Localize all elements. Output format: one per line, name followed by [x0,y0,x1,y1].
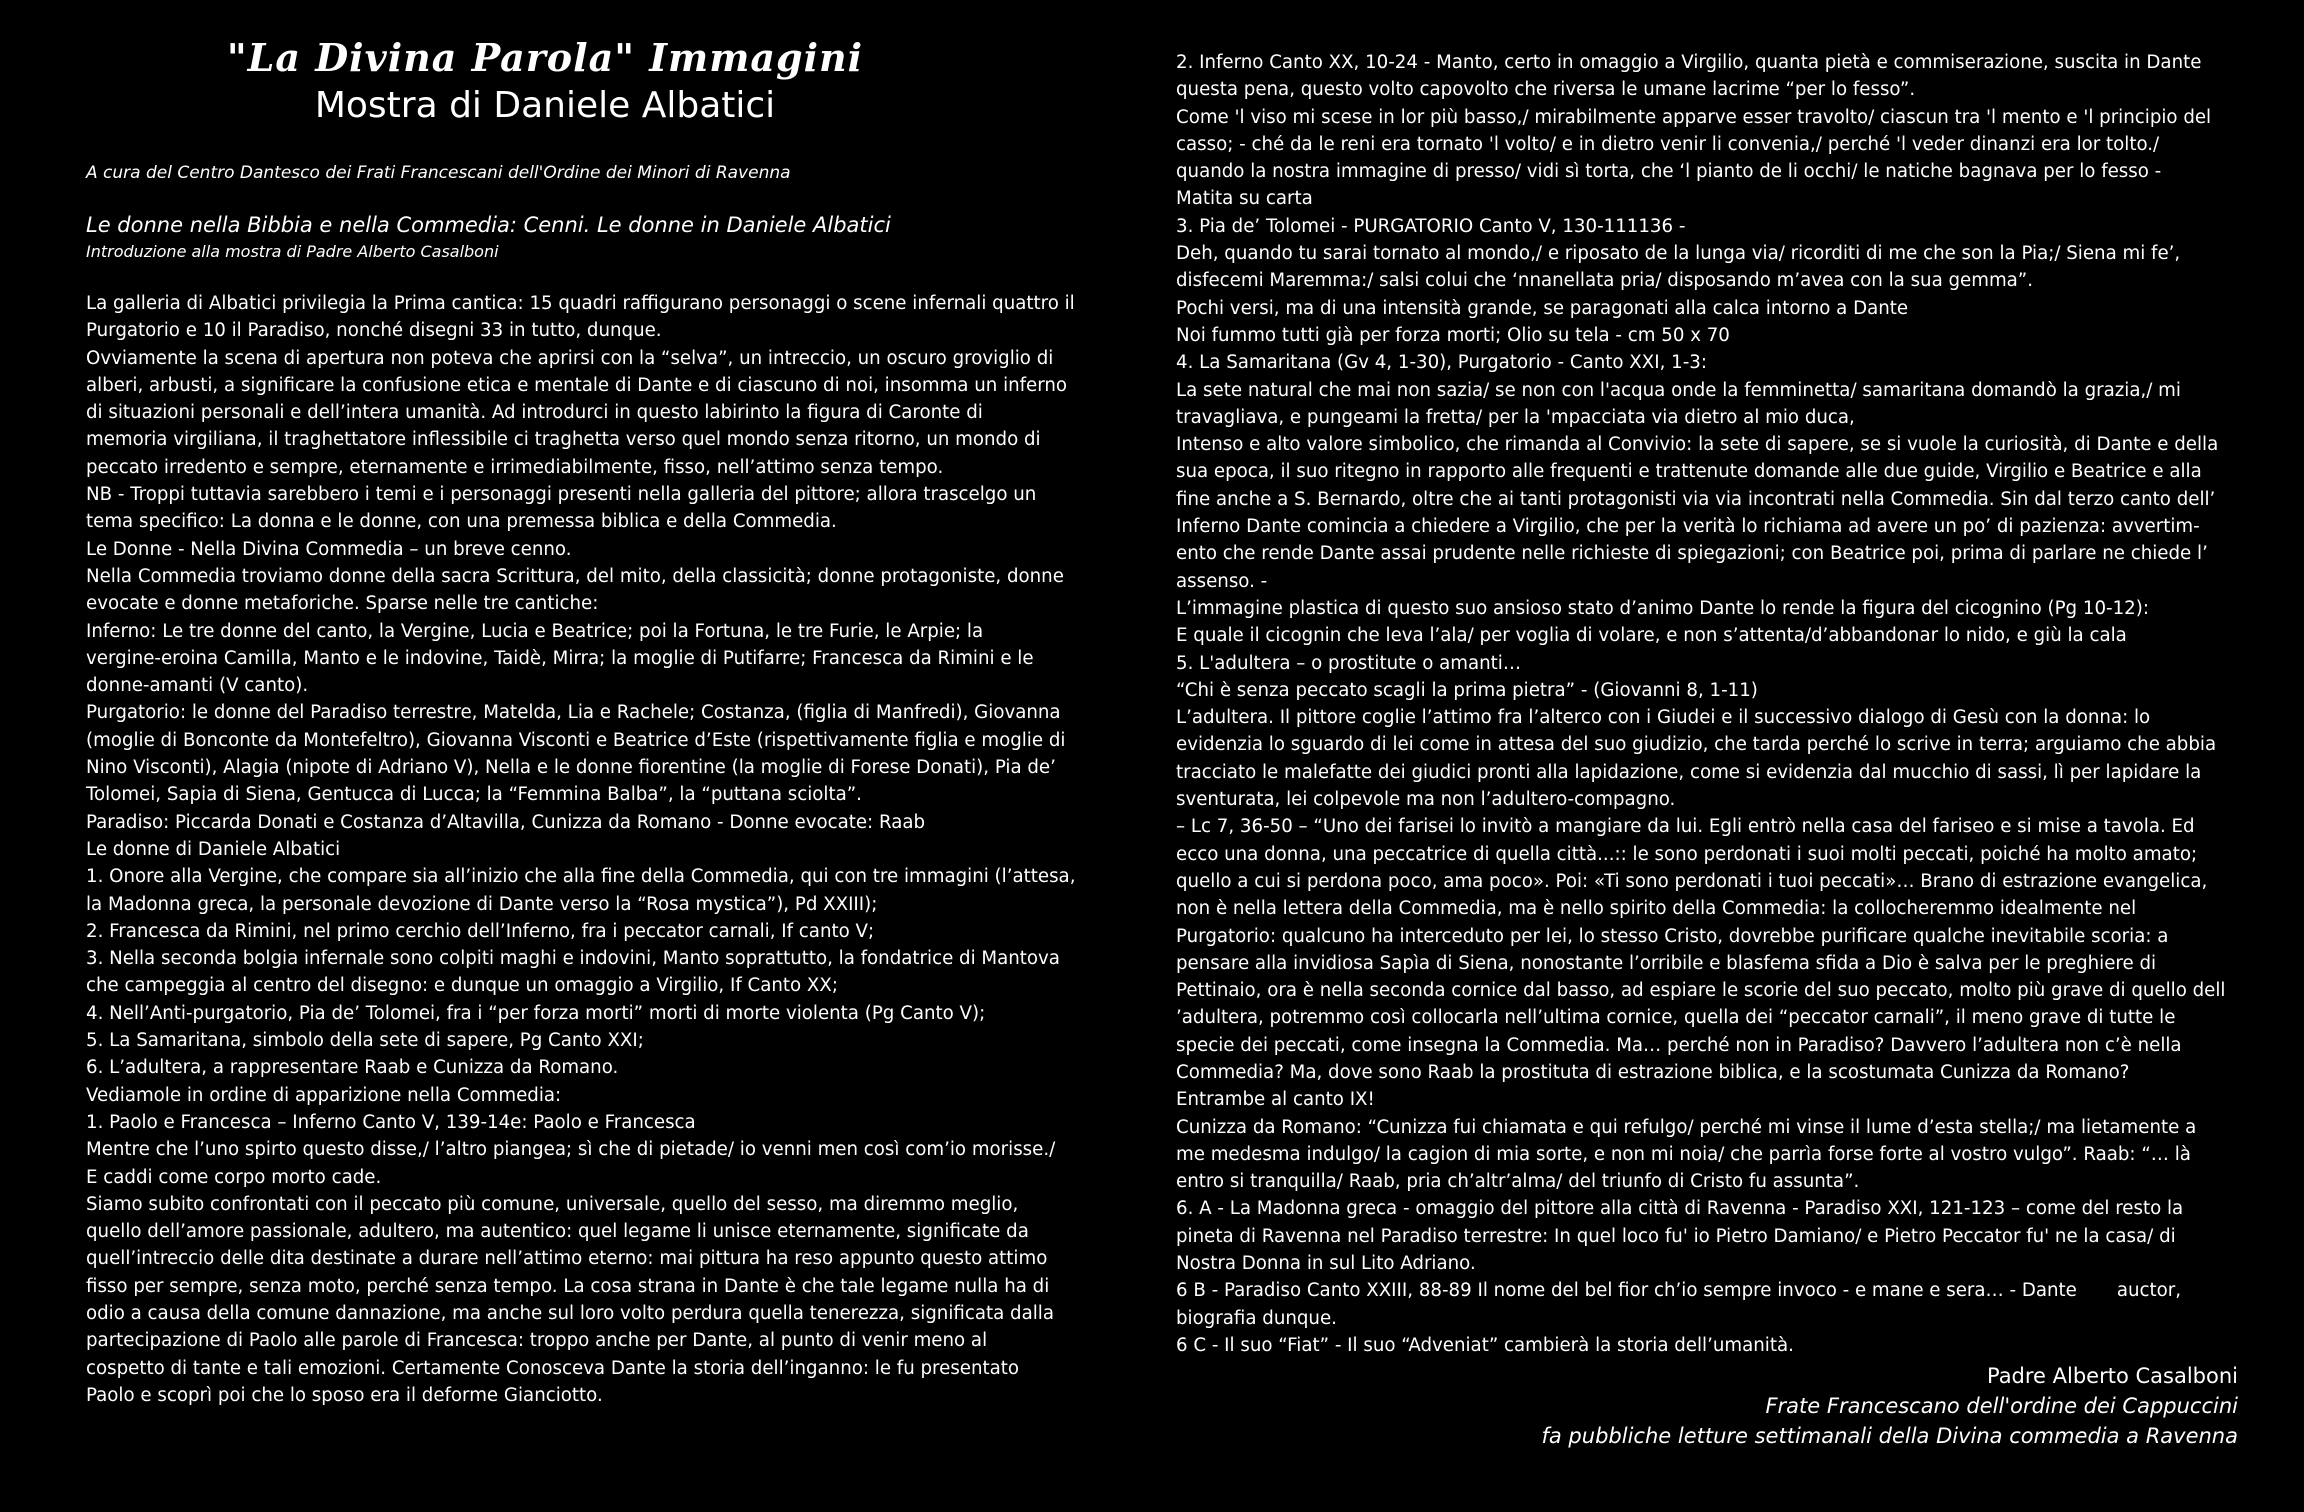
text-line: alberi, arbusti, a significare la confusione etica e mentale di Dante e di ciascuno di noi, insomma un inferno [86,374,1068,396]
text-line: Deh, quando tu sarai tornato al mondo,/ e riposato de la lunga via/ ricorditi di me che son la Pia;/ Siena mi fe’, [1176,243,2181,265]
text-line: 5. La Samaritana, simbolo della sete di sapere, Pg Canto XXI; [86,1030,644,1052]
text-line: evidenzia lo sguardo di lei come in attesa del suo giudizio, che tarda perché lo scrive in terra; arguiamo che abbia [1176,734,2217,756]
text-line: fine anche a S. Bernardo, oltre che ai tanti protagonisti via via incontrati nella Commedia. Sin dal terzo canto dell’ [1176,488,2216,510]
text-line: 4. Nell’Anti-purgatorio, Pia de’ Tolomei, fra i “per forza morti” morti di morte violenta (Pg Canto V); [86,1002,986,1024]
text-line: Le donne di Daniele Albatici [86,838,341,860]
text-line: – Lc 7, 36-50 – “Uno dei farisei lo invitò a mangiare da lui. Egli entrò nella casa del fariseo e si mise a tavola. Ed [1176,816,2195,838]
text-line: Noi fummo tutti già per forza morti; Olio su tela - cm 50 x 70 [1176,324,1730,346]
text-line: sventurata, lei colpevole ma non l’adultero-compagno. [1176,789,1676,811]
text-line: Come 'l viso mi scese in lor più basso,/ mirabilmente apparve esser travolto/ ciascun tra 'l mento e 'l principio del [1176,106,2212,128]
text-line: memoria virgiliana, il traghettatore inflessibile ci traghetta verso quel mondo senza ritorno, un mondo di [86,429,1041,451]
text-line: la Madonna greca, la personale devozione di Dante verso la “Rosa mystica”), Pd XXIII); [86,893,878,915]
text-line: pensare alla invidiosa Sapìa di Siena, nonostante l’orribile e blasfema sfida a Dio è salva per le preghiere di [1176,952,2157,974]
exhibition-subtitle: Mostra di Daniele Albatici [314,85,776,126]
text-line: 4. La Samaritana (Gv 4, 1-30), Purgatorio - Canto XXI, 1-3: [1176,352,1707,374]
text-line: NB - Troppi tuttavia sarebbero i temi e i personaggi presenti nella galleria del pittore; allora trascelgo un [86,484,1037,506]
text-line: La galleria di Albatici privilegia la Prima cantica: 15 quadri raffigurano personaggi o scene infernali quattro il [86,293,1075,314]
text-line: quando la nostra immagine di presso/ vidi sì torta, che ‘l pianto de li occhi/ le natiche bagnava per lo fesso - [1176,161,2162,183]
text-line: L’adultera. Il pittore coglie l’attimo fra l’alterco con i Giudei e il successivo dialogo di Gesù con la donna: lo [1176,707,2151,729]
text-line: Entrambe al canto IX! [1176,1089,1375,1111]
text-line: Intenso e alto valore simbolico, che rimanda al Convivio: la sete di sapere, se si vuole la curiosità, di Dante e della [1176,434,2219,456]
text-line: 6. L’adultera, a rappresentare Raab e Cunizza da Romano. [86,1057,619,1079]
text-line: Commedia? Ma, dove sono Raab la prostituta di estrazione biblica, e la scostumata Cunizza da Romano? [1176,1061,2130,1083]
text-line: E caddi come corpo morto cade. [86,1166,382,1188]
text-line: 6 B - Paradiso Canto XXIII, 88-89 Il nome del bel fior ch’io sempre invoco - e mane e sera… - Dante auctor, [1176,1280,2182,1302]
text-line: Cunizza da Romano: “Cunizza fui chiamata e qui refulgo/ perché mi vinse il lume d’esta stella;/ ma lietamente a [1176,1116,2197,1138]
signature-role-2: fa pubbliche letture settimanali della Divina commedia a Ravenna [1541,1424,2238,1448]
text-line: 1. Onore alla Vergine, che compare sia all’inizio che alla fine della Commedia, qui con tre immagini (l’attesa, [86,866,1076,888]
text-line: quello a cui si perdona poco, ama poco». Poi: «Ti sono perdonati i tuoi peccati»… Brano di estrazione evangelica, [1176,870,2208,892]
text-line: ento che rende Dante assai prudente nelle richieste di spiegazioni; con Beatrice poi, prima di parlare ne chiede l’ [1176,543,2208,565]
right-column [1176,0,2238,1448]
text-line: che campeggia al centro del disegno: e dunque un omaggio a Virgilio, If Canto XX; [86,975,838,997]
text-line: Inferno Dante comincia a chiedere a Virgilio, che per la verità lo richiama ad avere un po’ di pazienza: avvertim- [1176,516,2200,538]
signature-role-1: Frate Francescano dell'ordine dei Cappuccini [1765,1394,2238,1418]
exhibition-title: "La Divina Parola" Immagini [226,35,864,80]
text-line: (moglie di Bonconte da Montefeltro), Giovanna Visconti e Beatrice d’Este (rispettivamente figlia e moglie di [86,729,1066,751]
text-line: ecco una donna, una peccatrice di quella città...:: le sono perdonati i suoi molti peccati, poiché ha molto amato; [1176,843,2198,865]
text-line: Matita su carta [1176,188,1313,210]
text-line: Pochi versi, ma di una intensità grande, se paragonati alla calca intorno a Dante [1176,297,1909,319]
text-line: Nino Visconti), Alagia (nipote di Adriano V), Nella e le donne fiorentine (la moglie di Forese Donati), Pia de’ [86,757,1056,779]
text-line: biografia dunque. [1176,1307,1337,1329]
signature-block [1542,1361,2239,1451]
text-line: non è nella lettera della Commedia, ma è nello spirito della Commedia: la collocheremmo idealmente nel [1176,898,2137,920]
text-line: evocate e donne metaforiche. Sparse nelle tre cantiche: [86,593,599,615]
right-body-text [1176,49,2238,1359]
intro-line: Introduzione alla mostra di Padre Alberto Casalboni [86,242,499,261]
text-line: Vediamole in ordine di apparizione nella Commedia: [86,1084,562,1106]
text-line: Nella Commedia troviamo donne della sacra Scrittura, del mito, della classicità; donne protagoniste, donne [86,565,1064,587]
text-line: fisso per sempre, senza moto, perché senza tempo. La cosa strana in Dante è che tale legame nulla ha di [86,1275,1050,1297]
text-line: 1. Paolo e Francesca – Inferno Canto V, 139-14e: Paolo e Francesca [86,1111,696,1133]
text-line: Purgatorio e 10 il Paradiso, nonché disegni 33 in tutto, dunque. [86,320,662,342]
text-line: tracciato le malefatte dei giudici pronti alla lapidazione, come si evidenzia dal mucchio di sassi, lì per lapidare la [1176,761,2202,783]
text-line: donne-amanti (V canto). [86,675,309,697]
text-line: Siamo subito confrontati con il peccato più comune, universale, quello del sesso, ma diremmo meglio, [86,1193,1019,1215]
text-line: 3. Nella seconda bolgia infernale sono colpiti maghi e indovini, Manto soprattutto, la fondatrice di Mantova [86,948,1060,970]
text-line: me medesma indulgo/ la cagion di mia sorte, e non mi noia/ che parrìa forse forte al vostro vulgo”. Raab: “… là [1176,1143,2191,1165]
text-line: Pettinaio, ora è nella seconda cornice dal basso, ad espiare le scorie del suo peccato, molto più grave di quello dell [1176,980,2226,1002]
text-line: La sete natural che mai non sazia/ se non con l'acqua onde la femminetta/ samaritana domandò la grazia,/ mi [1176,379,2181,401]
signature-name: Padre Alberto Casalboni [1986,1364,2238,1388]
text-line: assenso. - [1176,570,1268,592]
text-line: Nostra Donna in sul Lito Adriano. [1176,1253,1476,1275]
text-line: Purgatorio: qualcuno ha interceduto per lei, lo stesso Cristo, dovrebbe purificare qualche inevitabile scoria: a [1176,925,2169,947]
text-line: 2. Francesca da Rimini, nel primo cerchio dell’Inferno, fra i peccator carnali, If canto V; [86,920,875,942]
text-line: specie dei peccati, come insegna la Commedia. Ma… perché non in Paradiso? Davvero l’adultera non c’è nella [1176,1034,2182,1056]
text-line: travagliava, e pungeami la fretta/ per la 'mpacciata via dietro al mio duca, [1176,406,1855,428]
title-block [86,34,1004,130]
text-line: 5. L'adultera – o prostitute o amanti… [1176,652,1522,674]
text-line: Tolomei, Sapia di Siena, Gentucca di Lucca; la “Femmina Balba”, la “puttana sciolta”. [86,784,862,806]
text-line: casso; - ché da le reni era tornato 'l volto/ e in dietro venir li convenia,/ perché 'l veder dinanzi era lor tolto./ [1176,133,2160,155]
section-title: Le donne nella Bibbia e nella Commedia: Cenni. Le donne in Daniele Albatici [86,213,891,237]
text-line: Paolo e scoprì poi che lo sposo era il deforme Gianciotto. [86,1384,603,1406]
text-line: quell’intreccio delle dita destinate a durare nell’attimo eterno: mai pittura ha reso appunto questo attimo [86,1248,1048,1270]
left-column [86,0,1086,1409]
text-line: partecipazione di Paolo alle parole di Francesca: troppo anche per Dante, al punto di venir meno al [86,1330,988,1352]
left-body-text [86,290,1086,1409]
line-tail: auctor, [2116,1280,2182,1302]
text-line: vergine-eroina Camilla, Manto e le indovine, Taidè, Mirra; la moglie di Putifarre; Francesca da Rimini e le [86,647,1034,669]
text-line: disfecemi Maremma:/ salsi colui che ‘nnanellata pria/ disposando m’avea con la sua gemma”. [1176,270,2034,292]
text-line: questa pena, questo volto capovolto che riversa le umane lacrime “per lo fesso”. [1176,79,1916,101]
text-line: Mentre che l’uno spirto questo disse,/ l’altro piangea; sì che di pietade/ io venni men così com’io morisse./ [86,1139,1056,1161]
text-line: tema specifico: La donna e le donne, con una premessa biblica e della Commedia. [86,511,837,533]
text-line: ’adultera, potremmo così collocarla nell’ultima cornice, quella dei “peccator carnali”, il meno grave di tutte le [1176,1007,2176,1029]
curator-line: A cura del Centro Dantesco dei Frati Francescani dell'Ordine dei Minori di Ravenna [86,163,791,183]
text-line: 6. A - La Madonna greca - omaggio del pittore alla città di Ravenna - Paradiso XXI, 121-123 – come del resto la [1176,1198,2184,1220]
text-line: Le Donne - Nella Divina Commedia – un breve cenno. [86,538,572,560]
text-line: Inferno: Le tre donne del canto, la Vergine, Lucia e Beatrice; poi la Fortuna, le tre Furie, le Arpie; la [86,620,984,642]
text-line: 3. Pia de’ Tolomei - PURGATORIO Canto V, 130-111136 - [1176,215,1686,237]
text-line: odio a causa della comune dannazione, ma anche sul loro volto perdura quella tenerezza, significata dalla [86,1302,1054,1324]
text-line: sua epoca, il suo ritegno in rapporto alle frequenti e trattenute domande alle due guide, Virgilio e Beatrice e alla [1176,461,2202,483]
text-line: E quale il cicognin che leva l’ala/ per voglia di volare, e non s’attenta/d’abbandonar lo nido, e giù la cala [1176,625,2127,647]
text-line: di situazioni personali e dell’intera umanità. Ad introdurci in questo labirinto la figura di Caronte di [86,402,983,424]
text-line: Paradiso: Piccarda Donati e Costanza d’Altavilla, Cunizza da Romano - Donne evocate: Raab [86,811,926,833]
text-line: peccato irredento e sempre, eternamente e irrimediabilmente, fisso, nell’attimo senza tempo. [86,456,944,478]
text-line: 2. Inferno Canto XX, 10-24 - Manto, certo in omaggio a Virgilio, quanta pietà e commiserazione, suscita in Dante [1176,52,2202,73]
text-line: quello dell’amore passionale, adultero, ma autentico: quel legame li unisce eternamente, significate da [86,1221,1029,1243]
text-line: Purgatorio: le donne del Paradiso terrestre, Matelda, Lia e Rachele; Costanza, (figlia di Manfredi), Giovanna [86,702,1061,724]
text-line: Ovviamente la scena di apertura non poteva che aprirsi con la “selva”, un intreccio, un oscuro groviglio di [86,347,1054,369]
text-line: 6 C - Il suo “Fiat” - Il suo “Adveniat” cambierà la storia dell’umanità. [1176,1334,1794,1356]
text-line: L’immagine plastica di questo suo ansioso stato d’animo Dante lo rende la figura del cicognino (Pg 10-12): [1176,597,2149,619]
text-line: “Chi è senza peccato scagli la prima pietra” - (Giovanni 8, 1-11) [1176,679,1758,701]
text-line: pineta di Ravenna nel Paradiso terrestre: In quel loco fu' io Pietro Damiano/ e Pietro Peccator fu' ne la casa/ di [1176,1225,2176,1247]
text-line: entro si tranquilla/ Raab, pria ch’altr’alma/ del triunfo di Cristo fu assunta”. [1176,1171,1860,1193]
text-line: cospetto di tante e tali emozioni. Certamente Conosceva Dante la storia dell’inganno: le fu presentato [86,1357,1020,1379]
